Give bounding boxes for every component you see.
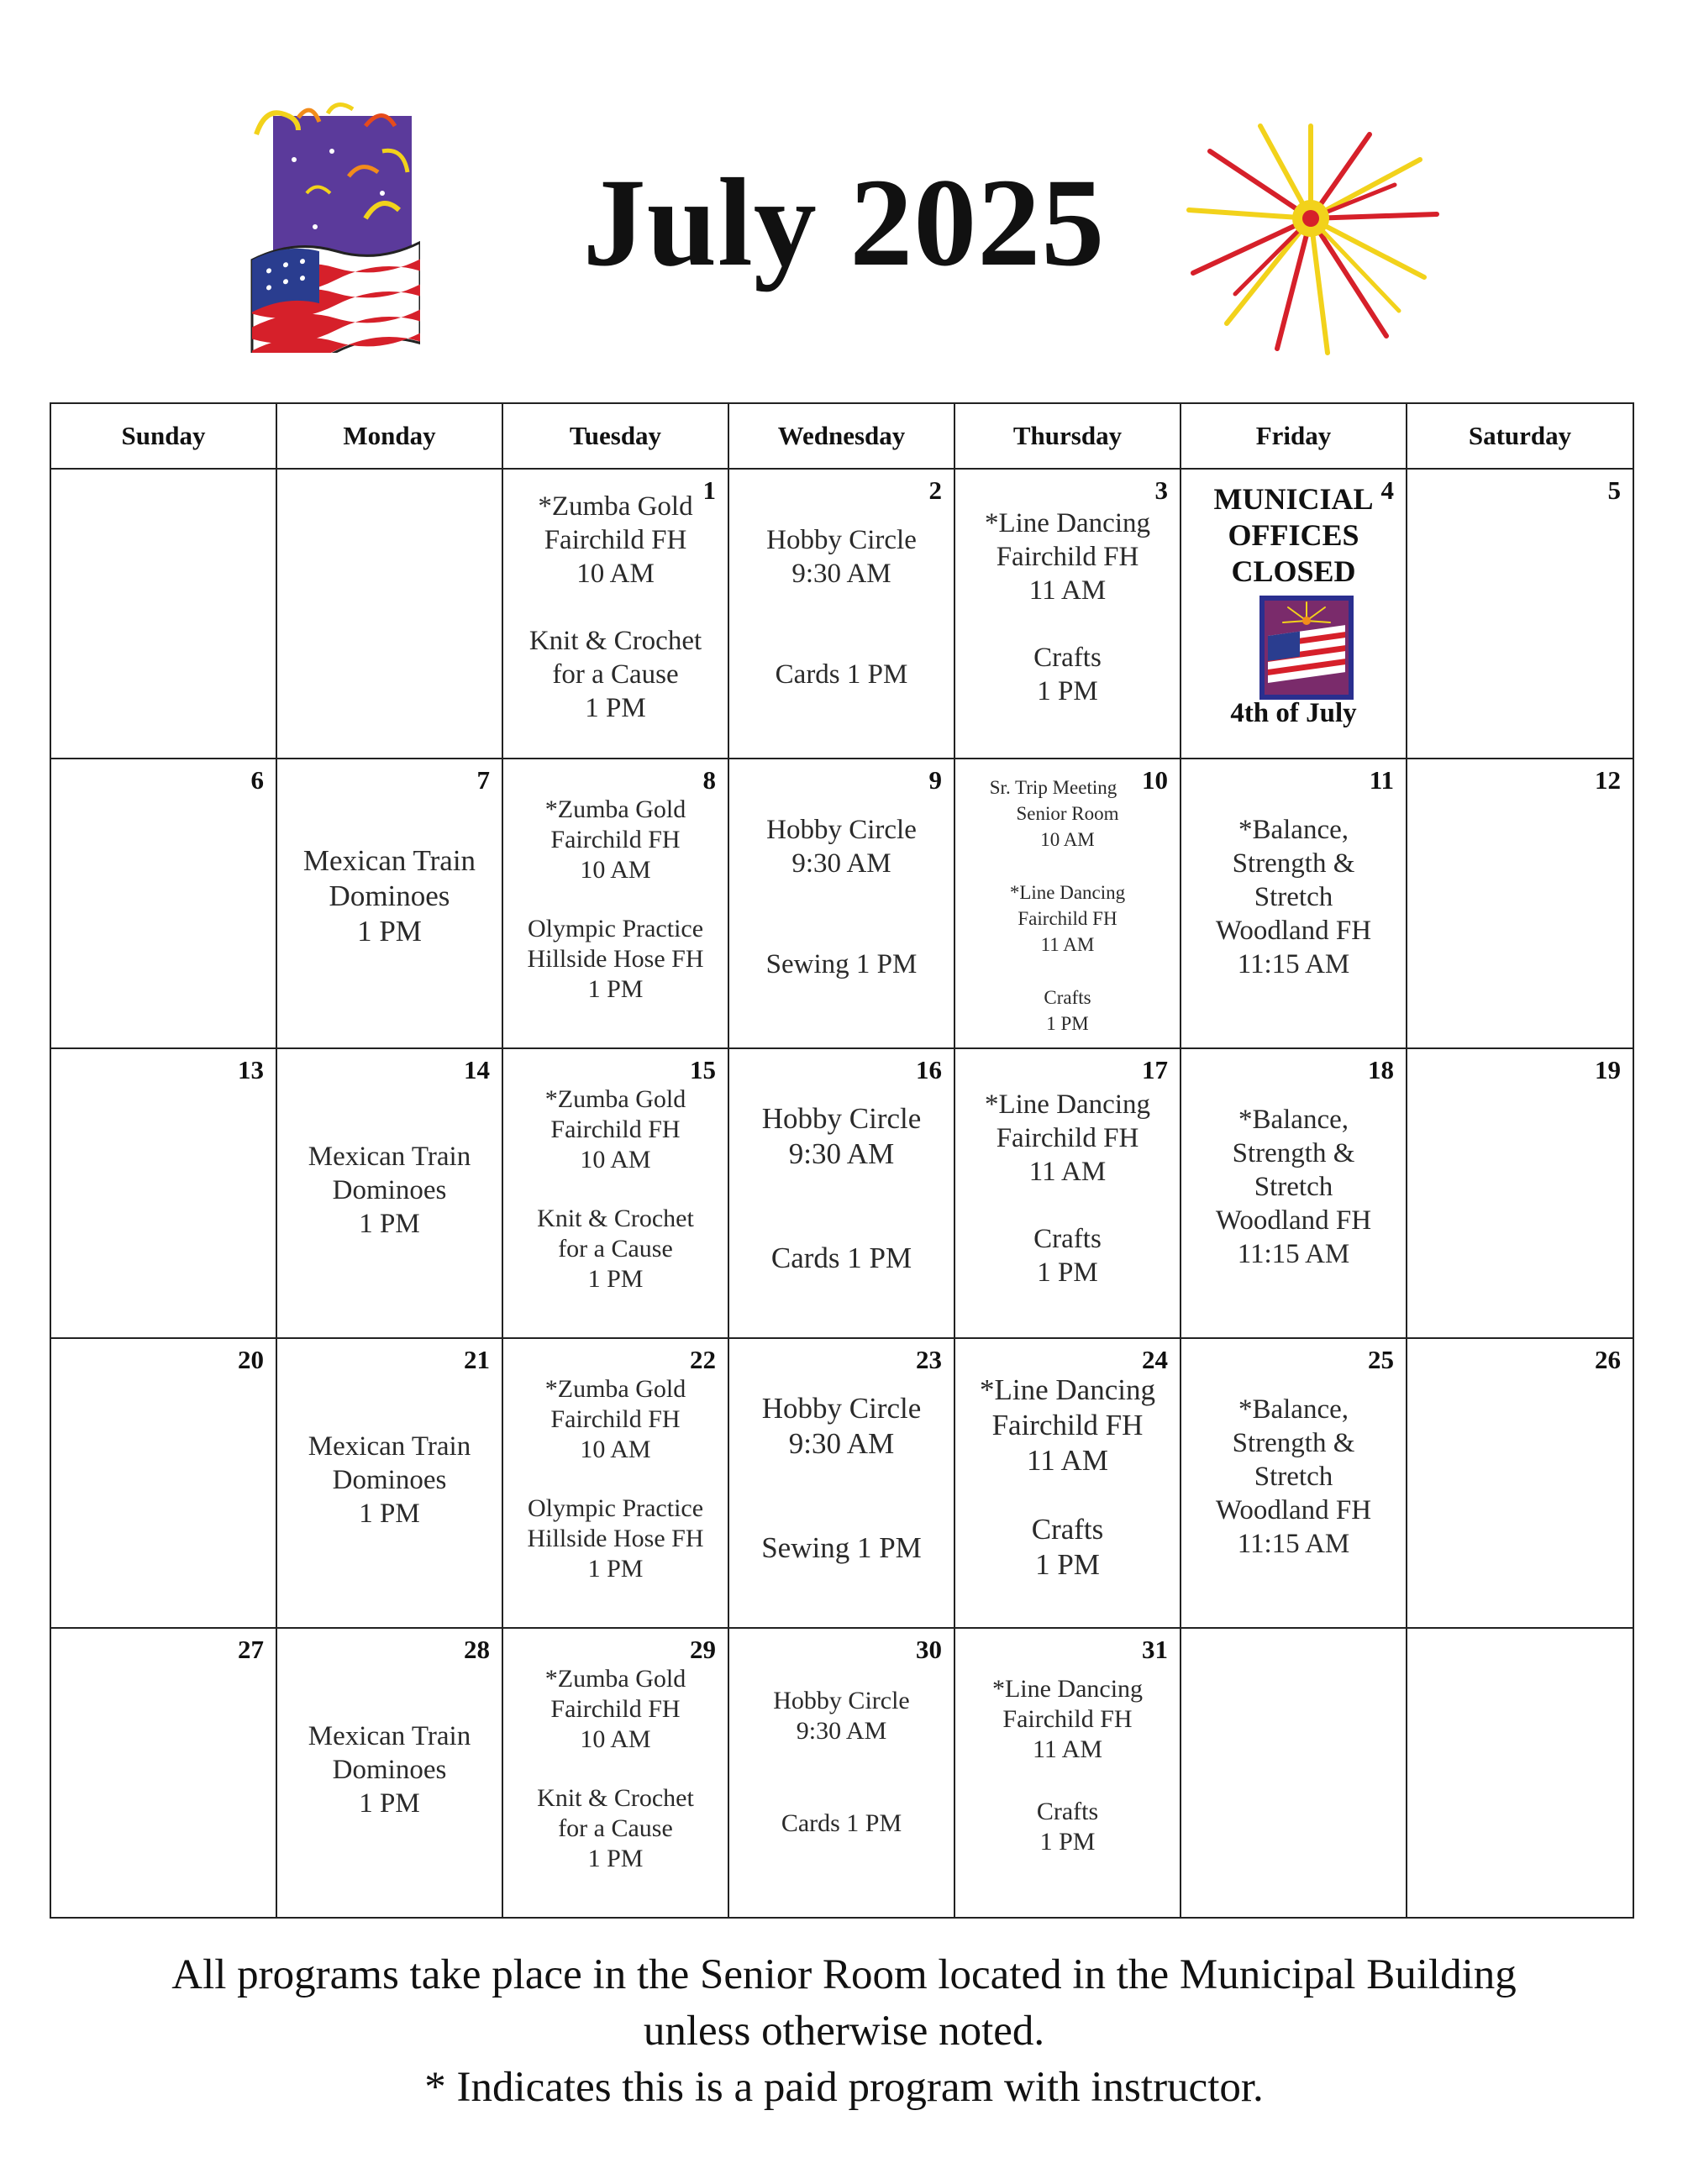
day-number: 24: [1142, 1345, 1168, 1374]
day-cell-12: [1407, 759, 1633, 1048]
event-text: Fairchild FH: [1002, 1705, 1133, 1733]
day-cell-24: [954, 1338, 1181, 1628]
event-text: *Zumba Gold: [544, 795, 686, 823]
event-text: 11 AM: [1040, 934, 1095, 955]
event-list: [277, 1430, 502, 1530]
event-text: Stretch: [1254, 882, 1333, 912]
event-text: *Line Dancing: [984, 1089, 1151, 1120]
event-text: Hobby Circle: [761, 1392, 922, 1425]
event-text: Fairchild FH: [996, 1123, 1139, 1153]
closed-text: MUNICIAL: [1213, 482, 1374, 516]
day-cell-16: [728, 1048, 954, 1338]
event-list: [277, 843, 502, 949]
event-text: 10 AM: [1040, 829, 1095, 850]
event-text: for a Cause: [558, 1814, 673, 1842]
day-number: 30: [916, 1635, 942, 1664]
event-text: Dominoes: [329, 879, 450, 912]
event-text: Strength &: [1232, 1138, 1355, 1168]
day-number: 23: [916, 1345, 942, 1374]
event-text: 9:30 AM: [791, 848, 891, 879]
event-text: *Balance,: [1238, 815, 1349, 845]
day-cell-25: [1181, 1338, 1407, 1628]
event-list: [1181, 813, 1406, 981]
day-number: 31: [1142, 1635, 1168, 1664]
event-list: [503, 1084, 728, 1294]
event-list: [503, 795, 728, 1005]
footer-line: unless otherwise noted.: [643, 2008, 1045, 2055]
event-text: Cards 1 PM: [770, 1242, 912, 1274]
event-text: 1 PM: [1037, 1257, 1098, 1288]
day-number: 27: [238, 1635, 264, 1664]
day-number: 17: [1142, 1055, 1168, 1084]
event-list: [729, 1686, 954, 1839]
event-text: 1 PM: [1037, 676, 1098, 706]
day-number: 26: [1595, 1345, 1621, 1374]
event-text: Crafts: [1036, 1798, 1099, 1825]
day-cell-13: [50, 1048, 276, 1338]
day-number: 29: [690, 1635, 716, 1664]
weekday-wednesday: Wednesday: [728, 403, 954, 469]
event-text: Fairchild FH: [996, 542, 1139, 572]
day-cell-27: [50, 1628, 276, 1918]
event-text: Knit & Crochet: [537, 1205, 694, 1232]
event-text: Stretch: [1254, 1462, 1333, 1492]
event-text: Dominoes: [332, 1755, 447, 1785]
event-text: *Line Dancing: [991, 1675, 1144, 1703]
event-text: 1 PM: [359, 1209, 420, 1239]
event-text: 1 PM: [359, 1788, 420, 1819]
day-cell-18: [1181, 1048, 1407, 1338]
event-text: Hillside Hose FH: [527, 1525, 704, 1552]
flag-fireworks-icon: [1259, 596, 1354, 700]
event-text: Dominoes: [332, 1175, 447, 1205]
event-text: Fairchild FH: [550, 826, 681, 853]
event-text: Sr. Trip Meeting: [989, 777, 1117, 798]
footer-line: All programs take place in the Senior Room located in the Municipal Building: [171, 1951, 1517, 1998]
day-cell-6: [50, 759, 276, 1048]
page-title: July 2025: [582, 153, 1106, 292]
day-number: 3: [1154, 475, 1168, 505]
event-text: 10 AM: [576, 559, 655, 589]
day-cell-5: [1407, 469, 1633, 759]
weekday-saturday: Saturday: [1407, 403, 1633, 469]
footer-line: * Indicates this is a paid program with instructor.: [424, 2064, 1264, 2111]
day-cell-22: [502, 1338, 728, 1628]
event-text: 10 AM: [580, 1146, 651, 1173]
footer-notes: [0, 1947, 1688, 2116]
day-cell-28: [276, 1628, 502, 1918]
day-cell-19: [1407, 1048, 1633, 1338]
event-text: Fairchild FH: [1018, 908, 1117, 929]
event-text: Hobby Circle: [766, 525, 917, 555]
day-number: 15: [690, 1055, 716, 1084]
event-text: 10 AM: [580, 1436, 651, 1463]
weekday-monday: Monday: [276, 403, 502, 469]
event-text: Crafts: [1033, 1224, 1102, 1254]
event-text: Sewing 1 PM: [761, 1531, 922, 1564]
day-number: 2: [928, 475, 942, 505]
day-number: 14: [464, 1055, 490, 1084]
event-text: 11 AM: [1028, 575, 1107, 606]
event-text: Stretch: [1254, 1172, 1333, 1202]
event-text: 1 PM: [357, 915, 422, 948]
event-text: 10 AM: [580, 1725, 651, 1753]
day-cell-4: [1181, 469, 1407, 759]
event-text: *Balance,: [1238, 1394, 1349, 1425]
event-list: [955, 507, 1180, 708]
day-cell-21: [276, 1338, 502, 1628]
event-text: 11 AM: [1028, 1157, 1107, 1187]
empty-day-cell: [1181, 1628, 1407, 1918]
event-text: for a Cause: [552, 659, 679, 690]
day-cell-7: [276, 759, 502, 1048]
day-number: 10: [1142, 765, 1168, 795]
event-text: Fairchild FH: [550, 1116, 681, 1143]
closed-text: CLOSED: [1231, 554, 1356, 588]
event-list: [503, 1664, 728, 1874]
event-text: Mexican Train: [308, 1721, 471, 1751]
event-list: [503, 1374, 728, 1584]
day-cell-8: [502, 759, 728, 1048]
day-cell-15: [502, 1048, 728, 1338]
day-number: 28: [464, 1635, 490, 1664]
event-text: Strength &: [1232, 1428, 1355, 1458]
event-list: [955, 1088, 1180, 1289]
event-text: 1 PM: [587, 1845, 644, 1872]
event-text: *Zumba Gold: [538, 491, 693, 522]
event-text: *Zumba Gold: [544, 1085, 686, 1113]
event-text: 1 PM: [585, 693, 646, 723]
event-text: *Zumba Gold: [544, 1665, 686, 1693]
calendar-header: [0, 0, 1688, 395]
event-text: 1 PM: [1046, 1013, 1089, 1034]
day-number: 20: [238, 1345, 264, 1374]
event-text: Fairchild FH: [544, 525, 687, 555]
weekday-sunday: Sunday: [50, 403, 276, 469]
weekday-header-row: [50, 403, 1633, 469]
event-text: *Line Dancing: [980, 1373, 1155, 1406]
day-number: 21: [464, 1345, 490, 1374]
event-text: *Line Dancing: [1009, 882, 1126, 903]
day-cell-1: [502, 469, 728, 759]
event-list: [955, 774, 1180, 1037]
event-text: Fairchild FH: [550, 1695, 681, 1723]
event-text: Fairchild FH: [991, 1409, 1144, 1441]
day-cell-30: [728, 1628, 954, 1918]
event-text: 1 PM: [359, 1499, 420, 1529]
day-number: 1: [702, 475, 716, 505]
event-text: Mexican Train: [308, 1431, 471, 1462]
day-cell-9: [728, 759, 954, 1048]
empty-day-cell: [1407, 1628, 1633, 1918]
day-number: 9: [928, 765, 942, 795]
event-text: Hobby Circle: [761, 1102, 922, 1135]
day-cell-14: [276, 1048, 502, 1338]
event-text: 1 PM: [587, 1265, 644, 1293]
day-number: 25: [1368, 1345, 1394, 1374]
firework-icon: [1185, 118, 1445, 361]
event-text: Hobby Circle: [766, 815, 917, 845]
event-text: 11:15 AM: [1237, 1239, 1350, 1269]
empty-day-cell: [276, 469, 502, 759]
event-text: Knit & Crochet: [537, 1784, 694, 1812]
day-cell-17: [954, 1048, 1181, 1338]
event-text: *Line Dancing: [984, 508, 1151, 538]
weekday-friday: Friday: [1181, 403, 1407, 469]
event-text: 9:30 AM: [788, 1137, 895, 1170]
day-number: 5: [1607, 475, 1621, 505]
event-list: [503, 490, 728, 725]
event-text: Mexican Train: [308, 1142, 471, 1172]
day-cell-20: [50, 1338, 276, 1628]
day-cell-10: [954, 759, 1181, 1048]
event-text: Hobby Circle: [773, 1687, 910, 1714]
empty-day-cell: [50, 469, 276, 759]
week-row: [50, 1048, 1633, 1338]
event-text: Knit & Crochet: [528, 626, 702, 656]
day-number: 18: [1368, 1055, 1394, 1084]
event-text: 9:30 AM: [796, 1717, 887, 1745]
event-list: [955, 1373, 1180, 1583]
week-row: [50, 1628, 1633, 1918]
event-text: Cards 1 PM: [781, 1809, 902, 1837]
day-cell-11: [1181, 759, 1407, 1048]
event-text: Crafts: [1044, 987, 1091, 1008]
event-text: Olympic Practice: [527, 915, 704, 942]
event-list: [955, 1674, 1180, 1857]
event-list: [1181, 1103, 1406, 1271]
event-text: Olympic Practice: [527, 1494, 704, 1522]
day-cell-23: [728, 1338, 954, 1628]
day-number: 16: [916, 1055, 942, 1084]
day-cell-31: [954, 1628, 1181, 1918]
event-list: [729, 523, 954, 691]
weekday-tuesday: Tuesday: [502, 403, 728, 469]
weekday-thursday: Thursday: [954, 403, 1181, 469]
week-row: [50, 469, 1633, 759]
event-text: Strength &: [1232, 848, 1355, 879]
event-text: 11 AM: [1027, 1444, 1108, 1477]
event-text: 1 PM: [1035, 1548, 1100, 1581]
event-text: for a Cause: [558, 1235, 673, 1263]
day-cell-2: [728, 469, 954, 759]
event-text: Crafts: [1033, 643, 1102, 673]
event-list: [277, 1719, 502, 1820]
day-number: 11: [1369, 765, 1394, 795]
event-text: 9:30 AM: [791, 559, 891, 589]
event-text: Sewing 1 PM: [765, 949, 918, 979]
event-list: [729, 1391, 954, 1566]
event-text: 1 PM: [587, 1555, 644, 1583]
event-list: [729, 1101, 954, 1276]
day-cell-3: [954, 469, 1181, 759]
event-text: Mexican Train: [302, 844, 476, 877]
day-number: 4: [1380, 475, 1394, 505]
day-number: 12: [1595, 765, 1621, 795]
event-list: [1181, 1393, 1406, 1561]
event-text: 11:15 AM: [1237, 1529, 1350, 1559]
event-text: 1 PM: [1039, 1828, 1096, 1856]
event-list: [729, 813, 954, 981]
closed-notice: [1181, 481, 1406, 590]
closed-text: OFFICES: [1228, 518, 1359, 552]
day-number: 13: [238, 1055, 264, 1084]
event-text: Dominoes: [332, 1465, 447, 1495]
event-text: Fairchild FH: [550, 1405, 681, 1433]
event-text: 11:15 AM: [1237, 949, 1350, 979]
event-text: 10 AM: [580, 856, 651, 884]
calendar-grid: [50, 402, 1634, 1919]
event-text: Woodland FH: [1215, 1495, 1372, 1525]
event-text: *Balance,: [1238, 1105, 1349, 1135]
event-text: Woodland FH: [1215, 1205, 1372, 1236]
event-text: Woodland FH: [1215, 916, 1372, 946]
event-text: *Zumba Gold: [544, 1375, 686, 1403]
week-row: [50, 759, 1633, 1048]
day-number: 7: [476, 765, 490, 795]
week-row: [50, 1338, 1633, 1628]
event-text: Crafts: [1031, 1513, 1104, 1546]
event-list: [277, 1140, 502, 1241]
event-text: Cards 1 PM: [775, 659, 908, 690]
event-text: Senior Room: [1016, 803, 1119, 824]
holiday-label: 4th of July: [1230, 698, 1357, 728]
day-number: 22: [690, 1345, 716, 1374]
event-text: 9:30 AM: [788, 1427, 895, 1460]
event-text: 1 PM: [587, 975, 644, 1003]
day-cell-29: [502, 1628, 728, 1918]
event-text: 11 AM: [1032, 1735, 1103, 1763]
day-number: 19: [1595, 1055, 1621, 1084]
day-cell-26: [1407, 1338, 1633, 1628]
day-number: 8: [702, 765, 716, 795]
day-number: 6: [250, 765, 264, 795]
event-text: Hillside Hose FH: [527, 945, 704, 973]
